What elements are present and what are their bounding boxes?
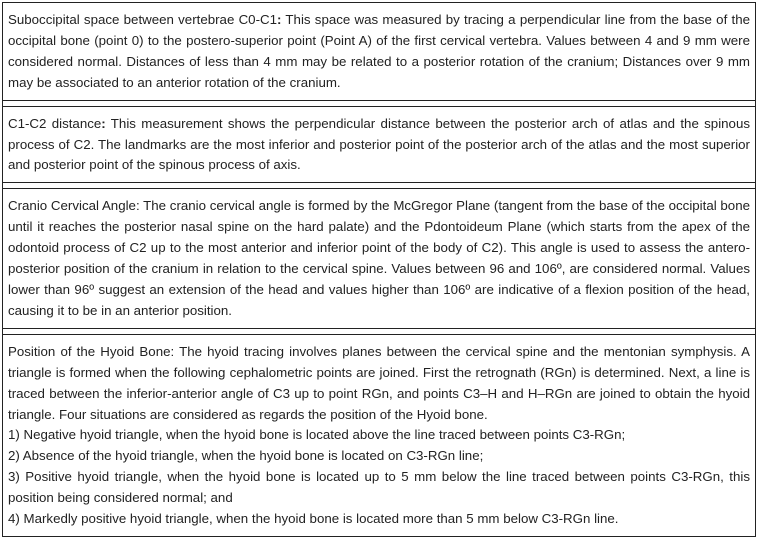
list-item: 1) Negative hyoid triangle, when the hyoid bone is located above the line traced between points C3-RGn; [8, 427, 626, 443]
section-paragraph [8, 196, 750, 321]
section-hyoid-bone-position [2, 335, 756, 537]
list-item: 3) Positive hyoid triangle, when the hyoid bone is located up to 5 mm below the line traced between points C3-RGn, this position being considered normal; and [8, 469, 750, 506]
section-title: C1-C2 distance [8, 115, 102, 131]
list-item: 4) Markedly positive hyoid triangle, when the hyoid bone is located more than 5 mm below C3-RGn line. [8, 511, 619, 527]
section-body: This space was measured by tracing a perpendicular line from the base of the occipital bone (point 0) to the postero-superior point (Point A) of the first cervical vertebra. Values between 4 and 9 mm were considered normal. Distances of less than 4 mm may be related to a posterior rotation of the cranium; Distances over 9 mm may be associated to an anterior rotation of the cranium. [8, 12, 750, 90]
section-paragraph [8, 114, 750, 177]
title-separator: : [135, 198, 140, 214]
section-title: Suboccipital space between vertebrae C0-C1 [8, 12, 277, 27]
section-title: Position of the Hyoid Bone [8, 343, 171, 359]
title-separator: : [277, 12, 282, 27]
section-c1-c2-distance [2, 107, 756, 184]
title-separator: : [170, 343, 175, 359]
section-body: The hyoid tracing involves planes between the cervical spine and the mentonian symphysis. A triangle is formed when the following cephalometric points are joined. First the retrognath (RGn) is determined. Next, a line is traced between the inferior-anterior angle of C3 up to point RGn, and points C3–H and H–RGn are joined to obtain the hyoid triangle. Four situations are considered as regards the position of the Hyoid bone. [8, 343, 750, 422]
list-item: 2) Absence of the hyoid triangle, when the hyoid bone is located on C3-RGn line; [8, 448, 484, 464]
section-body: The cranio cervical angle is formed by the McGregor Plane (tangent from the base of the occipital bone until it reaches the posterior nasal spine on the hard palate) and the Pdontoideum Plane (which starts from the apex of the odontoid process of C2 up to the most anterior and inferior point of the body of C2). This angle is used to assess the antero-posterior position of the cranium in relation to the cervical spine. Values between 96 and 106º, are considered normal. Values lower than 96º suggest an extension of the head and values higher than 106º are indicative of a flexion position of the head, causing it to be in an anterior position. [8, 198, 750, 318]
section-paragraph [8, 10, 750, 94]
section-title: Cranio Cervical Angle [8, 198, 136, 214]
definitions-table [2, 2, 756, 537]
section-cranio-cervical-angle [2, 189, 756, 328]
section-body: This measurement shows the perpendicular distance between the posterior arch of atlas and the spinous process of C2. The landmarks are the most inferior and posterior point of the posterior arch of the atlas and the most superior and posterior point of the spinous process of axis. [8, 115, 750, 173]
section-paragraph [8, 342, 750, 426]
title-separator: : [101, 115, 106, 131]
section-suboccipital-space [2, 3, 756, 101]
